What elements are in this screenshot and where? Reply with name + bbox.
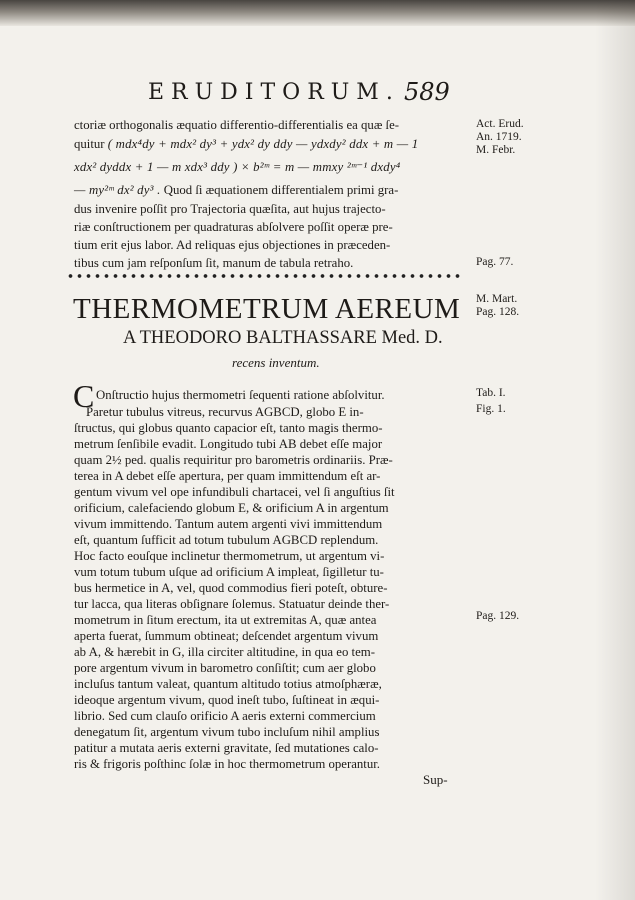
intro-line: tibus cum jam reſponſum ſit, manum de tabula retraho. — [74, 256, 354, 270]
page-number: 589 — [404, 78, 450, 106]
body-line: patitur a mutata aeris externi gravitate, ſed mutationes calo- — [74, 741, 379, 755]
body-line: ab A, & hærebit in G, illa circiter altitudine, in qua eo tem- — [74, 645, 376, 659]
body-line: ſtructus, qui globus quanto capacior eſt, tanto magis thermo- — [74, 421, 383, 435]
body-line: incluſus tantum valeat, quantum altitudo totius atmoſphæræ, — [74, 677, 382, 691]
page-header — [0, 78, 635, 108]
body-line: denegatum ſit, argentum vivum tubo incluſum nihil amplius — [74, 725, 380, 739]
body-line: terea in A debet eſſe apertura, per quam immittendum eſt ar- — [74, 469, 381, 483]
margin-note: Fig. 1. — [476, 403, 506, 415]
article-subtitle: recens inventum. — [232, 355, 320, 370]
body-line: vum totum tubum uſque ad orificium A impleat, ſigilletur tu- — [74, 565, 384, 579]
body-line: gentum vivum vel ope infundibuli chartacei, vel ſi anguſtius ſit — [74, 485, 395, 499]
running-title: ERUDITORUM. — [148, 80, 400, 105]
intro-line: dus invenire poſſit pro Trajectoria quæſita, aut hujus trajecto- — [74, 202, 386, 216]
body-line: Hoc facto eouſque inclinetur thermometrum, ut argentum vi- — [74, 549, 385, 563]
equation-fragment: ( mdx⁴dy + mdx² dy³ + ydx² dy ddy — ydxdy² ddx + m — 1 — [107, 137, 419, 151]
margin-note: Pag. 129. — [476, 610, 520, 622]
equation-fragment: xdx² dyddx + 1 — m xdx³ ddy ) × b²ᵐ = m — mmxy ²ᵐ⁻¹ dxdy⁴ — [74, 160, 401, 174]
intro-line — [74, 135, 466, 154]
body-line: orificium, calefaciendo globum E, & orificium A in argentum — [74, 501, 389, 515]
body-line: bus hermetice in A, vel, quod commodius fieri poteſt, obture- — [74, 581, 388, 595]
body-line: aperta fuerat, ſummum obtineat; deſcendet argentum vivum — [74, 629, 379, 643]
body-line: librio. Sed cum clauſo orificio A aeris externi commercium — [74, 709, 376, 723]
intro-line: riæ conſtructionem per quadraturas abſolvere poſſit operæ pre- — [74, 220, 393, 234]
body-line: mometrum in ſitum erectum, ita ut extremitas A, quæ antea — [74, 613, 377, 627]
margin-note: Pag. 77. — [476, 256, 514, 268]
body-line: ris & frigoris poſthinc ſolæ in hoc thermometrum operantur. — [74, 757, 381, 771]
drop-cap: C — [73, 378, 95, 414]
body-line: eſt, quantum ſufficit ad totum tubulum AGBCD replendum. — [74, 533, 379, 547]
margin-note: Tab. I. — [476, 387, 506, 399]
body-line: ideoque argentum vivum, quod ineſt tubo, ſuſtineat in æqui- — [74, 693, 380, 707]
intro-text: Quod ſi æquationem differentialem primi gra- — [163, 183, 399, 197]
body-line: metrum ſenſibile evadit. Longitudo tubi AB debet eſſe major — [74, 437, 383, 451]
margin-note: Act. Erud. — [476, 118, 524, 130]
margin-note: Pag. 128. — [476, 306, 520, 318]
page-right-shadow — [595, 0, 635, 900]
body-line: tur lacca, qua literas obſignare ſolemus. Statuatur deinde ther- — [74, 597, 390, 611]
page-top-edge — [0, 0, 635, 26]
article-title: THERMOMETRUM AEREUM — [73, 293, 461, 325]
intro-text: quitur — [74, 137, 105, 151]
intro-line: ctoriæ orthogonalis æquatio differentio-differentialis ea quæ ſe- — [74, 118, 400, 132]
catchword: Sup- — [423, 772, 448, 787]
margin-note: M. Mart. — [476, 293, 518, 305]
body-line: Onſtructio hujus thermometri ſequenti ratione abſolvitur. — [96, 388, 385, 402]
body-line: Paretur tubulus vitreus, recurvus AGBCD, globo E in- — [86, 405, 364, 419]
ornamental-divider — [66, 273, 464, 279]
body-line: quam 2½ ped. qualis requiritur pro barometris ordinariis. Præ- — [74, 453, 393, 467]
margin-note: M. Febr. — [476, 144, 516, 156]
body-line: vivum immittendo. Tantum autem argenti vivi immittendum — [74, 517, 383, 531]
article-author: A THEODORO BALTHASSARE Med. D. — [123, 328, 443, 348]
intro-line — [74, 181, 466, 200]
intro-line — [74, 158, 466, 177]
body-line: pore argentum vivum in barometro conſiſtit; cum aer globo — [74, 661, 376, 675]
equation-fragment: — my²ᵐ dx² dy³ . — [74, 183, 161, 197]
margin-note: An. 1719. — [476, 131, 522, 143]
intro-line: tium erit ejus labor. Ad reliquas ejus objectiones in præceden- — [74, 238, 391, 252]
